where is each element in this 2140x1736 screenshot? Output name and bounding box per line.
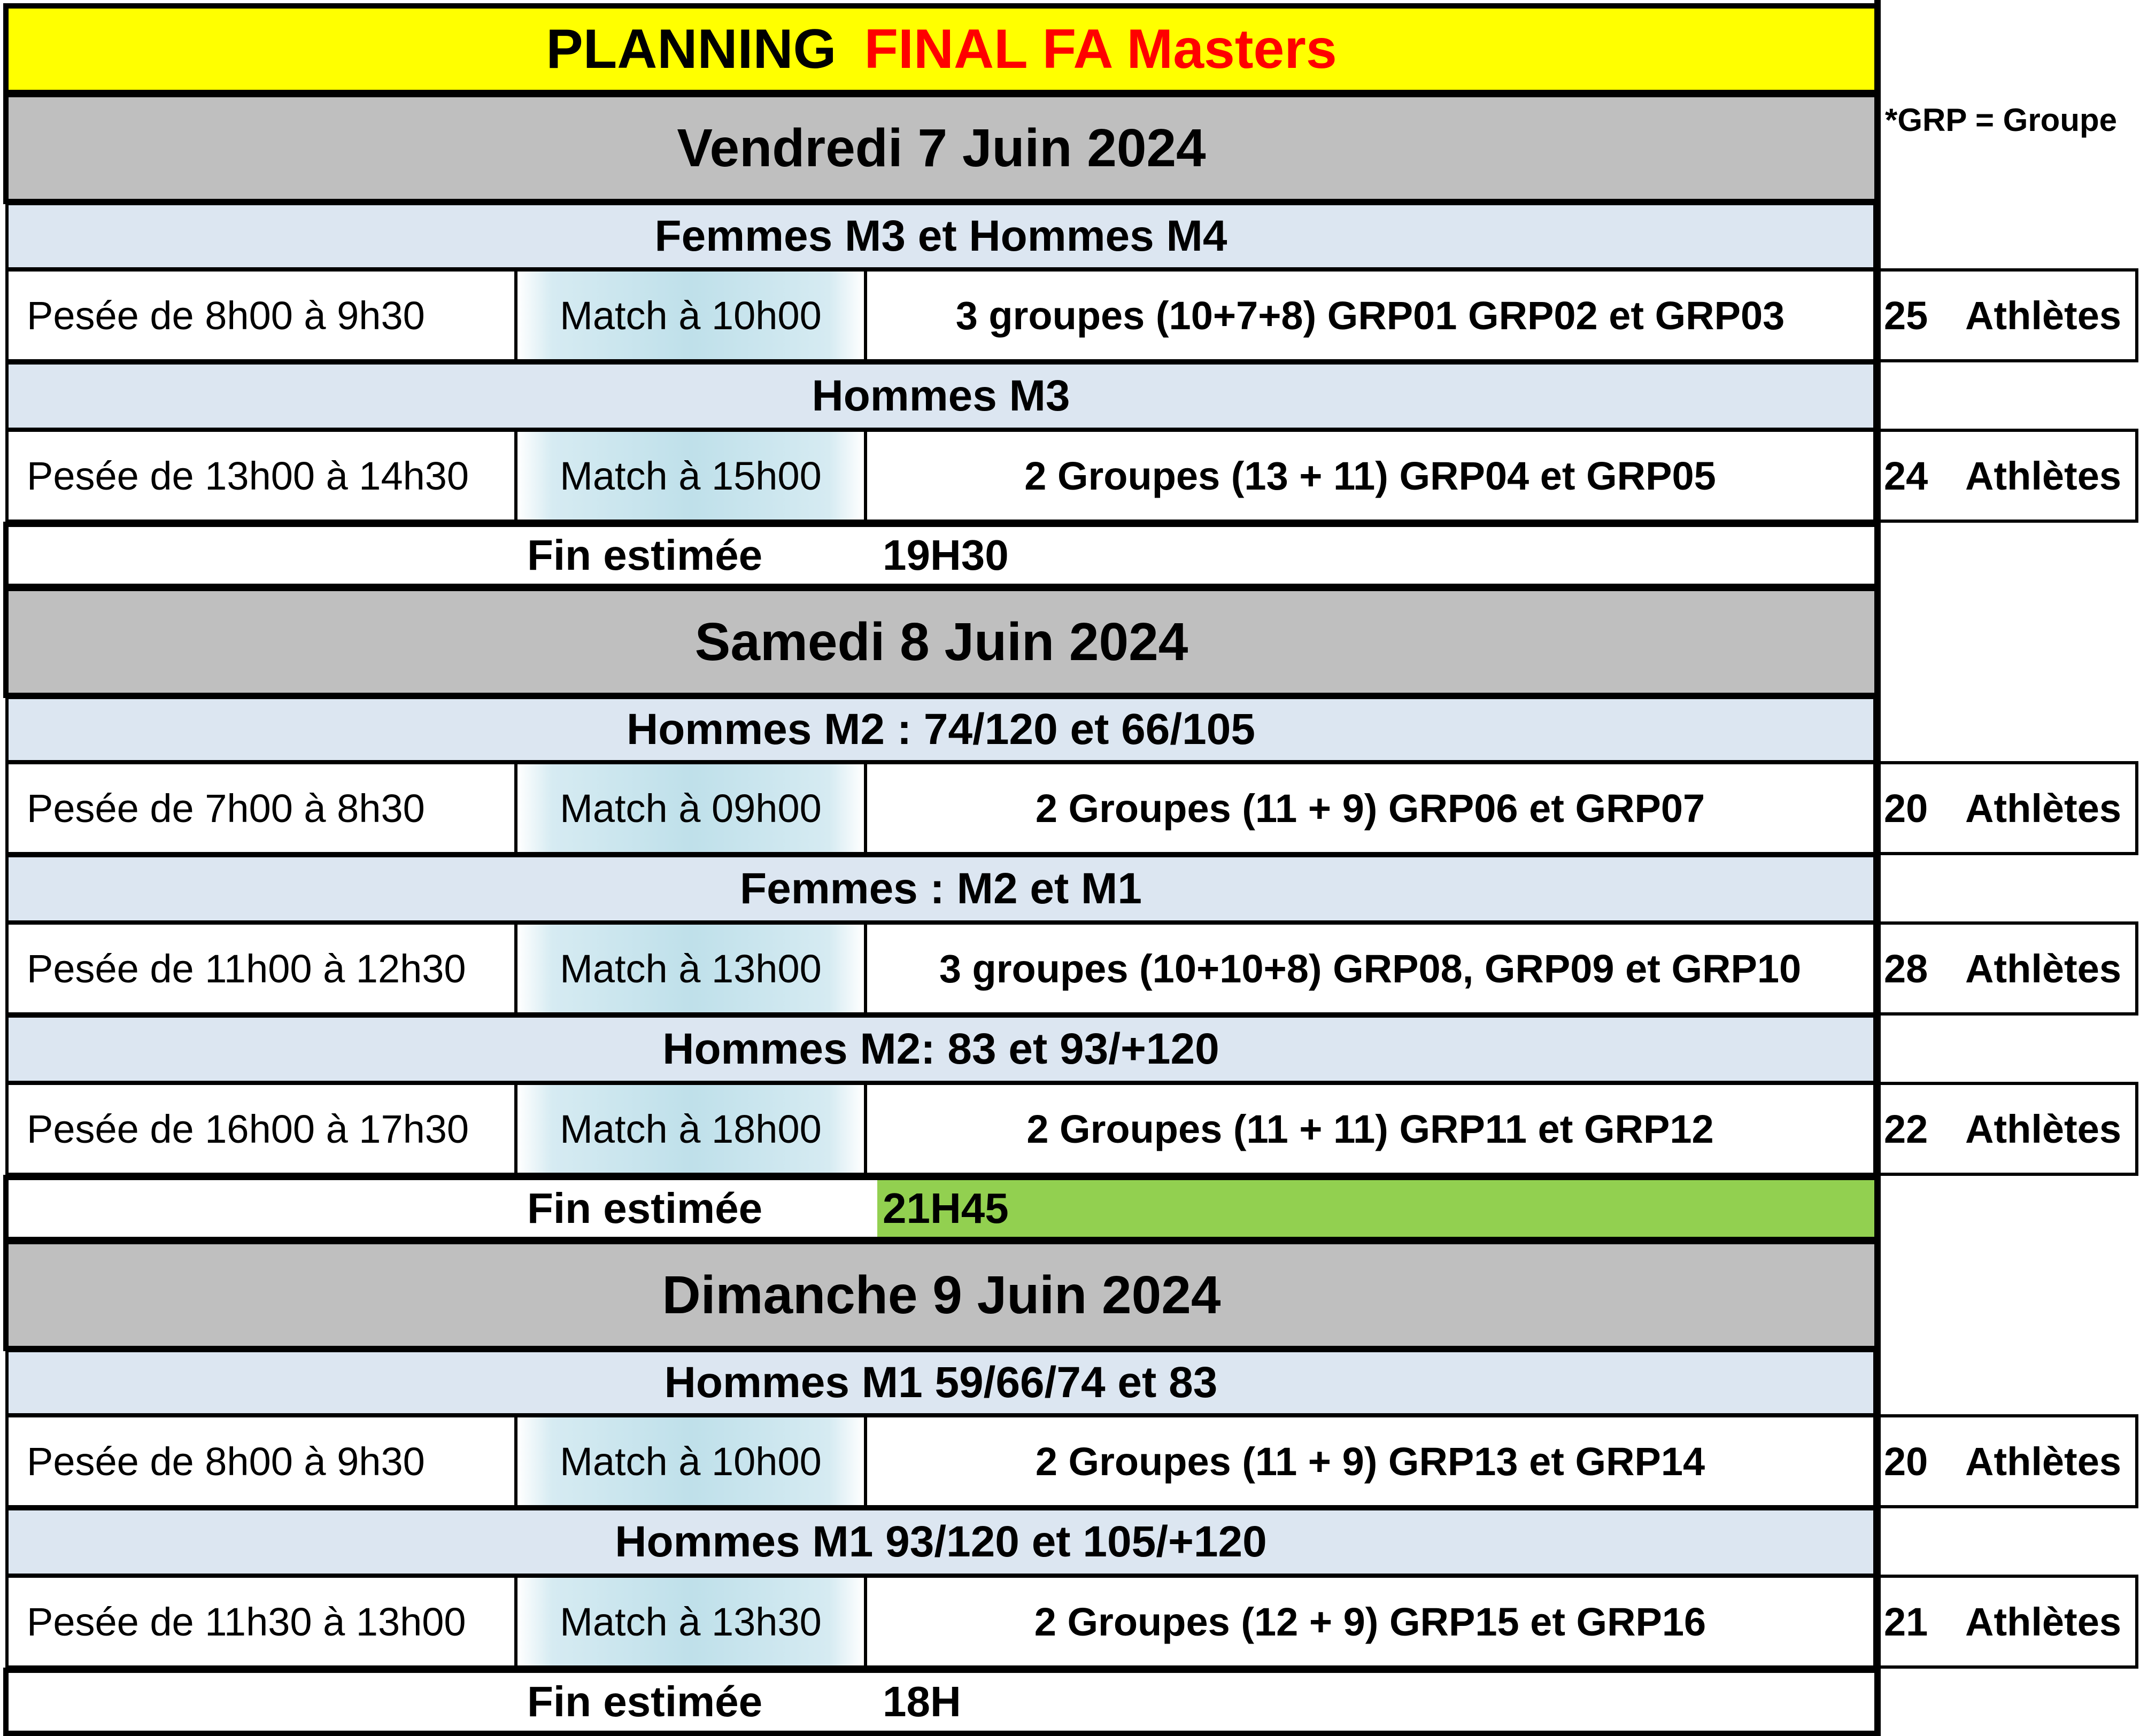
end-estimate-label: Fin estimée <box>527 531 763 579</box>
pesee-cell: Pesée de 8h00 à 9h30 <box>5 268 517 362</box>
day-header-sunday: Dimanche 9 Juin 2024 <box>3 1239 1880 1351</box>
pesee-cell: Pesée de 11h00 à 12h30 <box>5 921 517 1016</box>
end-estimate-row <box>3 522 1880 589</box>
groups-cell: 2 Groupes (11 + 9) GRP13 et GRP14 <box>864 1414 1876 1508</box>
category-row: Hommes M2 : 74/120 et 66/105 <box>5 696 1876 763</box>
page-title <box>3 3 1880 95</box>
athletes-label: Athlètes <box>1965 453 2121 498</box>
category-row: Femmes : M2 et M1 <box>5 854 1876 924</box>
groups-cell: 2 Groupes (11 + 11) GRP11 et GRP12 <box>864 1082 1876 1176</box>
athletes-count-cell <box>1878 921 2138 1016</box>
pesee-cell: Pesée de 7h00 à 8h30 <box>5 761 517 855</box>
athletes-count-cell <box>1878 1414 2138 1508</box>
end-estimate-label: Fin estimée <box>527 1184 763 1232</box>
category-row: Femmes M3 et Hommes M4 <box>5 202 1876 270</box>
end-estimate-time: 18H <box>883 1678 961 1725</box>
athletes-label: Athlètes <box>1965 1106 2121 1151</box>
category-row: Hommes M2: 83 et 93/+120 <box>5 1014 1876 1084</box>
match-cell: Match à 13h30 <box>514 1575 867 1669</box>
groups-cell: 3 groupes (10+7+8) GRP01 GRP02 et GRP03 <box>864 268 1876 362</box>
groups-cell: 2 Groupes (12 + 9) GRP15 et GRP16 <box>864 1575 1876 1669</box>
match-cell: Match à 15h00 <box>514 429 867 523</box>
end-estimate-time: 19H30 <box>883 531 1009 579</box>
pesee-cell: Pesée de 11h30 à 13h00 <box>5 1575 517 1669</box>
match-cell: Match à 09h00 <box>514 761 867 855</box>
match-cell: Match à 10h00 <box>514 1414 867 1508</box>
match-cell: Match à 13h00 <box>514 921 867 1016</box>
athletes-count: 28 <box>1884 946 1928 991</box>
pesee-cell: Pesée de 8h00 à 9h30 <box>5 1414 517 1508</box>
athletes-count-cell <box>1878 268 2138 362</box>
athletes-count: 22 <box>1884 1106 1928 1151</box>
category-row: Hommes M3 <box>5 361 1876 431</box>
title-final: FINAL FA Masters <box>864 18 1337 80</box>
athletes-label: Athlètes <box>1965 1599 2121 1644</box>
groups-cell: 3 groupes (10+10+8) GRP08, GRP09 et GRP10 <box>864 921 1876 1016</box>
pesee-cell: Pesée de 13h00 à 14h30 <box>5 429 517 523</box>
title-planning: PLANNING <box>546 18 837 80</box>
groups-cell: 2 Groupes (11 + 9) GRP06 et GRP07 <box>864 761 1876 855</box>
day-header-friday: Vendredi 7 Juin 2024 <box>3 92 1880 204</box>
category-row: Hommes M1 93/120 et 105/+120 <box>5 1507 1876 1577</box>
athletes-label: Athlètes <box>1965 786 2121 831</box>
athletes-label: Athlètes <box>1965 1439 2121 1484</box>
athletes-count-cell <box>1878 1082 2138 1176</box>
category-row: Hommes M1 59/66/74 et 83 <box>5 1349 1876 1416</box>
end-estimate-time-highlighted: 21H45 <box>877 1180 1874 1237</box>
athletes-label: Athlètes <box>1965 293 2121 338</box>
end-estimate-row <box>3 1668 1880 1736</box>
day-header-saturday: Samedi 8 Juin 2024 <box>3 586 1880 698</box>
athletes-count: 25 <box>1884 293 1928 338</box>
end-estimate-label: Fin estimée <box>527 1678 763 1725</box>
athletes-count: 20 <box>1884 786 1928 831</box>
athletes-count: 21 <box>1884 1599 1928 1644</box>
groups-cell: 2 Groupes (13 + 11) GRP04 et GRP05 <box>864 429 1876 523</box>
athletes-count-cell <box>1878 761 2138 855</box>
athletes-count: 24 <box>1884 453 1928 498</box>
athletes-count-cell <box>1878 429 2138 523</box>
athletes-count-cell <box>1878 1575 2138 1669</box>
end-estimate-row <box>3 1175 1880 1242</box>
match-cell: Match à 18h00 <box>514 1082 867 1176</box>
match-cell: Match à 10h00 <box>514 268 867 362</box>
pesee-cell: Pesée de 16h00 à 17h30 <box>5 1082 517 1176</box>
athletes-label: Athlètes <box>1965 946 2121 991</box>
legend-note: *GRP = Groupe <box>1885 102 2118 138</box>
athletes-count: 20 <box>1884 1439 1928 1484</box>
